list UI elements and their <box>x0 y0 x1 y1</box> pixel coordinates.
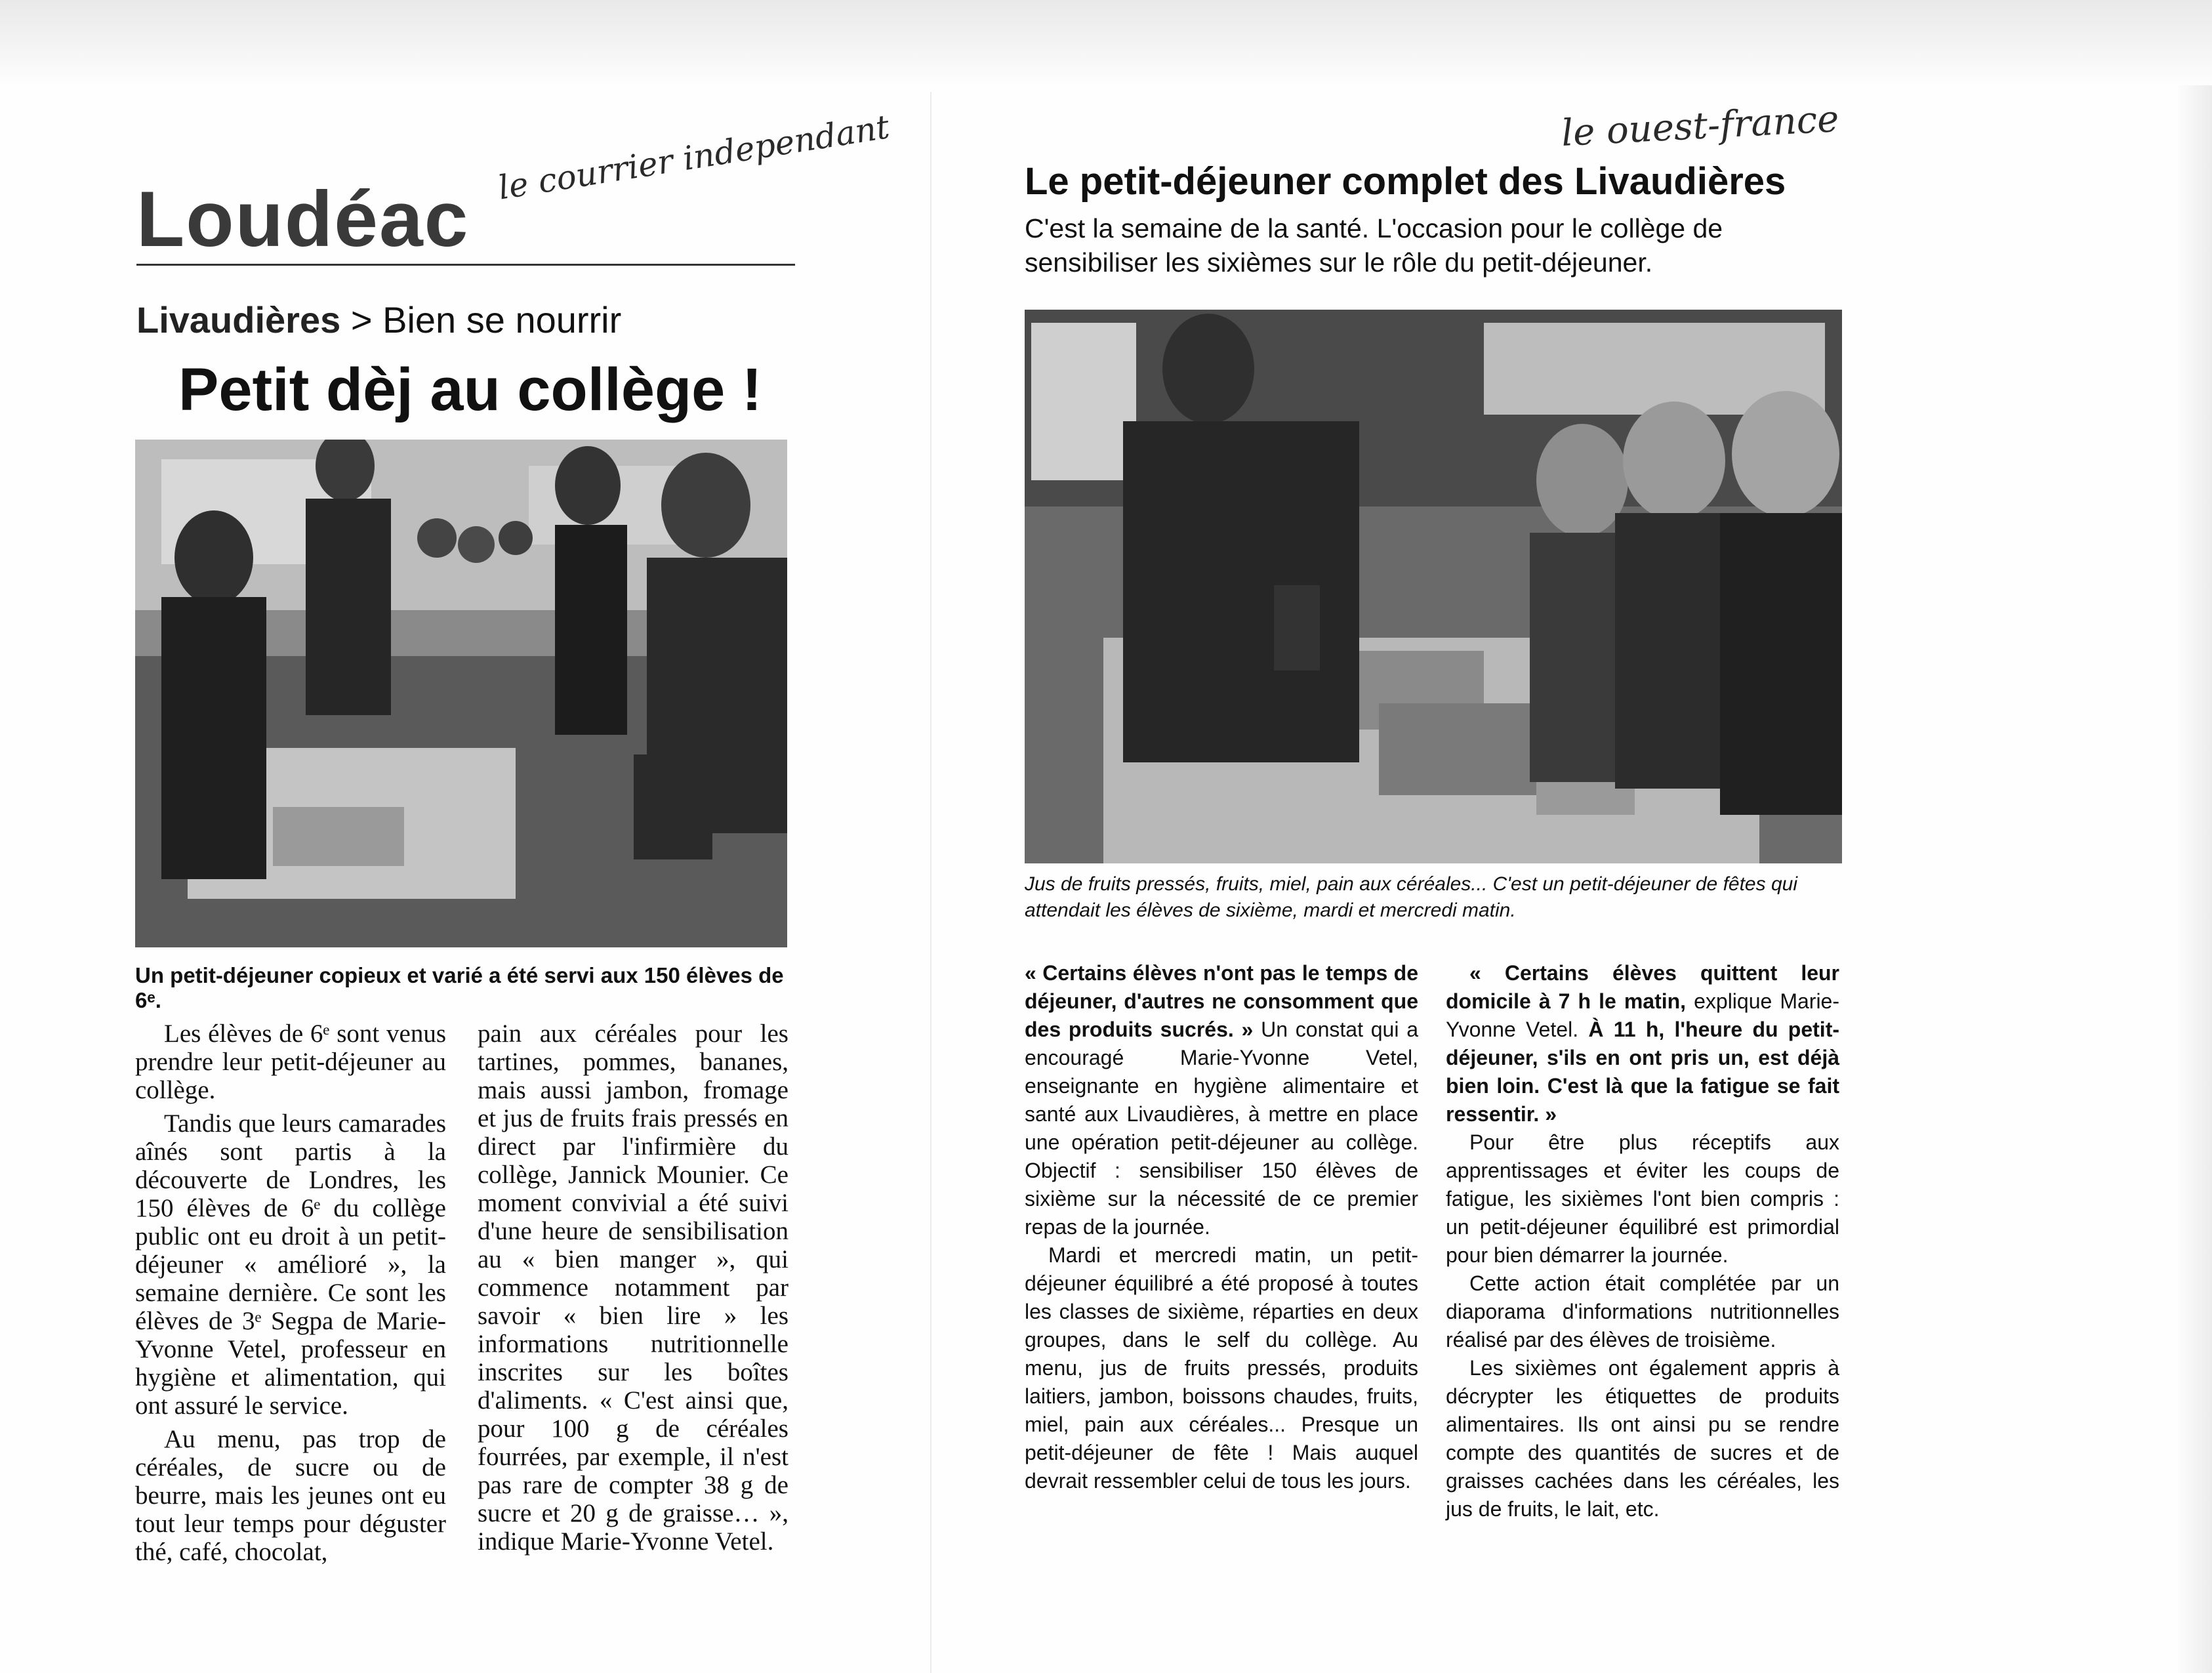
handwritten-source-note: le ouest-france <box>1560 97 1840 155</box>
paragraph-text: Un constat qui a encouragé Marie-Yvonne Vetel, enseignante en hygiène alimentaire et santé aux Livaudières, à mettre en place une opération petit-déjeuner au collège. Objectif : sensibiliser 150 élèves de sixième sur la nécessité de ce premier repas de la journée. <box>1025 1018 1419 1239</box>
photo-caption: Jus de fruits pressés, fruits, miel, pain aux céréales... C'est un petit-déjeuner de fêtes qui attendait les élèves de sixième, mardi et mercredi matin. <box>1025 873 1797 921</box>
heading-rule <box>136 264 795 266</box>
paragraph: Tandis que leurs camarades aînés sont partis à la découverte de Londres, les 150 élèves de 6ᵉ du collège public ont eu droit à un petit-déjeuner « amélioré », la semaine dernière. Ce sont les élèves de 3ᵉ Segpa de Marie-Yvonne Vetel, professeur en hygiène et alimentation, qui ont assuré le service. <box>135 1109 446 1420</box>
paragraph: Cette action était complétée par un diaporama d'informations nutritionnelles réalisé par des élèves de troisième. <box>1446 1271 1839 1352</box>
paragraph: Mardi et mercredi matin, un petit-déjeuner équilibré a été proposé à toutes les classes de sixième, réparties en deux groupes, dans le self du collège. Au menu, jus de fruits pressés, produits laitiers, jambon, boissons chaudes, fruits, miel, pain aux céréales... Presque un petit-déjeuner de fête ! Mais auquel devrait ressembler celui de tous les jours. <box>1025 1243 1418 1493</box>
photo-students-breakfast <box>135 440 787 947</box>
headline: Le petit-déjeuner complet des Livaudières <box>1025 160 1786 203</box>
paragraph <box>1025 959 1418 1241</box>
paragraph: Au menu, pas trop de céréales, de sucre ou de beurre, mais les jeunes ont eu tout leur temps pour déguster thé, café, chocolat, <box>135 1425 446 1566</box>
body-column-1 <box>1025 959 1418 1495</box>
kicker-topic: Livaudières <box>136 299 341 341</box>
quote-part-2: À 11 h, l'heure du petit-déjeuner, s'ils en ont pris un, est déjà bien loin. C'est là que la fatigue se fait ressentir. » <box>1446 1018 1839 1126</box>
headline: Petit dèj au collège ! <box>178 356 762 423</box>
photo-caption: Un petit-déjeuner copieux et varié a été servi aux 150 élèves de 6ᵉ. <box>135 963 784 1012</box>
standfirst: C'est la semaine de la santé. L'occasion pour le collège de sensibiliser les sixièmes sur le rôle du petit-déjeuner. <box>1025 213 1723 278</box>
paragraph: Les sixièmes ont également appris à décrypter les étiquettes de produits alimentaires. Ils ont ainsi pu se rendre compte des quantités de sucres et de graisses cachées dans les céréales, les jus de fruits, le lait, etc. <box>1446 1356 1839 1521</box>
paragraph: Pour être plus réceptifs aux apprentissages et éviter les coups de fatigue, les sixièmes l'ont bien compris : un petit-déjeuner équilibré est primordial pour bien démarrer la journée. <box>1446 1130 1839 1267</box>
clipping-right <box>932 85 2178 1673</box>
kicker <box>136 299 622 341</box>
handwritten-source-note: le courrier independant <box>495 108 892 207</box>
paragraph: Les élèves de 6ᵉ sont venus prendre leur petit-déjeuner au collège. <box>135 1020 446 1104</box>
photo-breakfast-service <box>1025 310 1842 863</box>
quote-lead: « Certains élèves n'ont pas le temps de déjeuner, d'autres ne consomment que des produits sucrés. » <box>1025 961 1418 1041</box>
scanner-edge-top <box>0 0 2212 92</box>
kicker-separator: > <box>340 299 383 341</box>
body-column-2 <box>478 1020 789 1561</box>
quote-part-1: « Certains élèves quittent leur domicile à 7 h le matin, <box>1446 961 1839 1013</box>
kicker-subtopic: Bien se nourrir <box>382 299 622 341</box>
body-column-1 <box>135 1020 446 1571</box>
paragraph <box>1446 959 1839 1128</box>
scanner-edge-right <box>2173 85 2212 1673</box>
quote-attribution: explique Marie-Yvonne Vetel. <box>1446 989 1840 1041</box>
clipping-left <box>0 92 932 1673</box>
town-heading: Loudéac <box>136 175 470 263</box>
body-column-2 <box>1446 959 1839 1523</box>
paragraph: pain aux céréales pour les tartines, pommes, bananes, mais aussi jambon, fromage et jus de fruits frais pressés en direct par l'infirmière du collège, Jannick Mounier. Ce moment convivial a été suivi d'une heure de sensibilisation au « bien manger », qui commence notamment par savoir « bien lire » les informations nutritionnelle inscrites sur les boîtes d'aliments. « C'est ainsi que, pour 100 g de céréales fourrées, par exemple, il n'est pas rare de compter 38 g de sucre et 20 g de graisse… », indique Marie-Yvonne Vetel. <box>478 1020 789 1556</box>
